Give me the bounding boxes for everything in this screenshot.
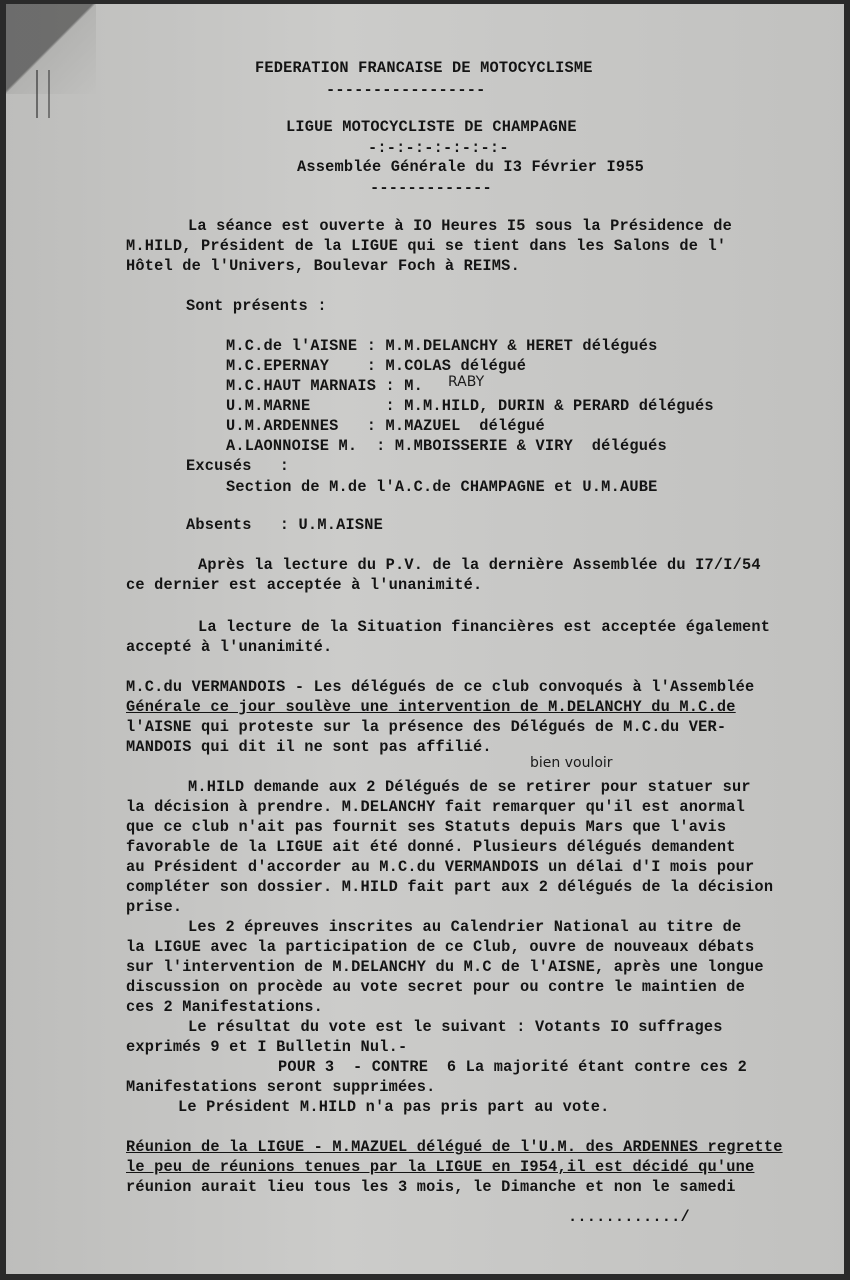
handwritten-bien-vouloir: bien vouloir — [530, 755, 613, 771]
present-item: A.LAONNOISE M. : M.MBOISSERIE & VIRY délégués — [226, 437, 667, 455]
epreuves-line: sur l'intervention de M.DELANCHY du M.C de l'AISNE, après une longue — [126, 958, 764, 976]
hild-request-line: que ce club n'ait pas fournit ses Statuts depuis Mars que l'avis — [126, 818, 727, 836]
header-rule: -:-:-:-:-:-:-:- — [368, 139, 509, 157]
hild-request-line: prise. — [126, 898, 183, 916]
vermandois-line: l'AISNE qui proteste sur la présence des Délégués de M.C.du VER- — [126, 718, 727, 736]
vote-result: POUR 3 - CONTRE 6 La majorité étant contre ces 2 — [278, 1058, 747, 1076]
hild-request-line: compléter son dossier. M.HILD fait part aux 2 délégués de la décision — [126, 878, 774, 896]
absent-line: Absents : U.M.AISNE — [186, 516, 383, 534]
excused-list: Section de M.de l'A.C.de CHAMPAGNE et U.M.AUBE — [226, 478, 658, 496]
reunion-line: Réunion de la LIGUE - M.MAZUEL délégué de l'U.M. des ARDENNES regrette — [126, 1138, 783, 1156]
opening-line: Hôtel de l'Univers, Boulevar Foch à REIMS. — [126, 257, 520, 275]
header-rule: ----------------- — [326, 81, 486, 99]
vermandois-line: Générale ce jour soulève une intervention de M.DELANCHY du M.C.de — [126, 698, 736, 716]
federation-title: FEDERATION FRANCAISE DE MOTOCYCLISME — [255, 59, 593, 77]
pv-line: Après la lecture du P.V. de la dernière Assemblée du I7/I/54 — [198, 556, 761, 574]
present-item: U.M.ARDENNES : M.MAZUEL délégué — [226, 417, 545, 435]
binding-mark — [36, 70, 50, 118]
hild-request-line: favorable de la LIGUE ait été donné. Plusieurs délégués demandent — [126, 838, 736, 856]
vermandois-line: MANDOIS qui dit il ne sont pas affilié. — [126, 738, 492, 756]
opening-line: M.HILD, Président de la LIGUE qui se tient dans les Salons de l' — [126, 237, 727, 255]
present-item: U.M.MARNE : M.M.HILD, DURIN & PERARD délégués — [226, 397, 714, 415]
assembly-title: Assemblée Générale du I3 Février I955 — [297, 158, 645, 176]
vote-line: exprimés 9 et I Bulletin Nul.- — [126, 1038, 408, 1056]
reunion-line: réunion aurait lieu tous les 3 mois, le Dimanche et non le samedi — [126, 1178, 736, 1196]
hild-request-line: au Président d'accorder au M.C.du VERMANDOIS un délai d'I mois pour — [126, 858, 755, 876]
finance-line: La lecture de la Situation financières est acceptée également — [198, 618, 771, 636]
hild-request-line: M.HILD demande aux 2 Délégués de se retirer pour statuer sur — [188, 778, 751, 796]
excused-title: Excusés : — [186, 457, 290, 475]
handwritten-raby: RABY — [448, 374, 485, 390]
header-rule: ------------- — [370, 179, 492, 197]
epreuves-line: Les 2 épreuves inscrites au Calendrier National au titre de — [188, 918, 742, 936]
reunion-line: le peu de réunions tenues par la LIGUE en I954,il est décidé qu'une — [126, 1158, 755, 1176]
present-title: Sont présents : — [186, 297, 327, 315]
folded-corner — [6, 4, 96, 94]
present-item: M.C.de l'AISNE : M.M.DELANCHY & HERET délégués — [226, 337, 658, 355]
vote-line: Le Président M.HILD n'a pas pris part au vote. — [178, 1098, 610, 1116]
continuation-mark: ............/ — [568, 1208, 690, 1226]
ligue-title: LIGUE MOTOCYCLISTE DE CHAMPAGNE — [286, 118, 577, 136]
vote-line: Manifestations seront supprimées. — [126, 1078, 436, 1096]
finance-line: accepté à l'unanimité. — [126, 638, 333, 656]
pv-line: ce dernier est acceptée à l'unanimité. — [126, 576, 483, 594]
epreuves-line: la LIGUE avec la participation de ce Club, ouvre de nouveaux débats — [126, 938, 755, 956]
hild-request-line: la décision à prendre. M.DELANCHY fait remarquer qu'il est anormal — [126, 798, 746, 816]
present-item: M.C.EPERNAY : M.COLAS délégué — [226, 357, 527, 375]
epreuves-line: ces 2 Manifestations. — [126, 998, 323, 1016]
vermandois-line: M.C.du VERMANDOIS - Les délégués de ce club convoqués à l'Assemblée — [126, 678, 755, 696]
opening-line: La séance est ouverte à IO Heures I5 sous la Présidence de — [188, 217, 733, 235]
vote-line: Le résultat du vote est le suivant : Votants IO suffrages — [188, 1018, 723, 1036]
present-item: M.C.HAUT MARNAIS : M. — [226, 377, 423, 395]
epreuves-line: discussion on procède au vote secret pour ou contre le maintien de — [126, 978, 746, 996]
